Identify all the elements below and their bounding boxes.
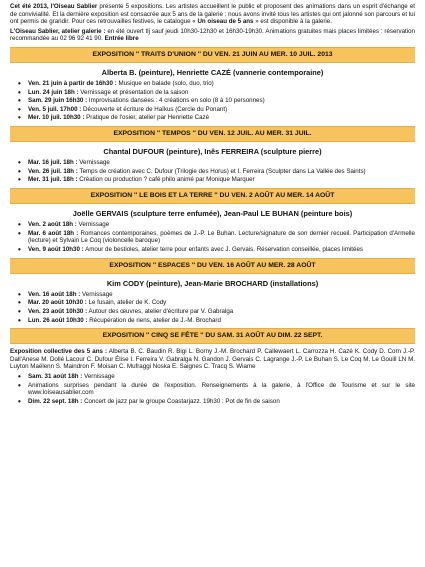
list-item xyxy=(28,97,415,105)
list-item xyxy=(28,398,415,406)
event-text: Improvisations dansées : 4 créations en solo (8 à 10 personnes) xyxy=(87,97,265,105)
event-text: Vernissage xyxy=(76,221,110,229)
event-text: Création ou production ? café philo animé par Monique Marquer xyxy=(77,176,255,184)
collective-artists: Alberta B. C. Baudin R. Bigi L. Borny J.-M. Brochard P. Callewaert L. Carrozza H. Cazé K. Cody D. Corn J.-P. Dall'Anese M. Dollé Lacour C. Dufour Élise I. Ferreira V. Gabralga N. Gandon J. Gervais C. Lagrange J.-P. Le Buhan S. Le Coq M. Le Gouill LN M. Luyton Maëlenn S. Maindron F. Moisan C. Mufraggi Noska E. Saignes C. Tracq S. Wiame xyxy=(10,348,415,371)
event-text: Amour de bestioles, atelier terre pour enfants avec J. Gervais. Réservation conseillée, places limitées xyxy=(83,245,363,253)
event-date: Dim. 22 sept. 18h : xyxy=(28,397,83,405)
exhibition-band-3: EXPOSITION '' LE BOIS ET LA TERRE '' DU VEN. 2 AOÛT AU MER. 14 AOÛT xyxy=(10,188,415,204)
list-item xyxy=(28,317,415,325)
list-item xyxy=(28,159,415,167)
event-text: Vernissage xyxy=(82,373,115,381)
event-date: Ven. 21 juin à partir de 16h30 : xyxy=(28,80,117,88)
event-text: Musique en balade (solo, duo, trio) xyxy=(116,80,214,88)
event-date: Ven. 16 août 18h : xyxy=(28,290,81,298)
list-item xyxy=(28,89,415,97)
event-date: Mer. 10 juil. 10h30 : xyxy=(28,114,85,122)
event-date: Lun. 26 août 10h30 : xyxy=(28,316,88,324)
catalogue-title: Un oiseau de 5 ans xyxy=(197,18,254,26)
list-item xyxy=(28,221,415,229)
list-item xyxy=(28,114,415,122)
artists-4: Kim CODY (peinture), Jean-Marie BROCHARD (installations) xyxy=(106,278,319,288)
exhibition-band-4: EXPOSITION '' ESPACES '' DU VEN. 16 AOÛT AU MER. 28 AOÛT xyxy=(10,258,415,274)
event-text: Autour des œuvres, atelier d'écriture par V. Gabralga xyxy=(87,307,234,315)
event-text: Temps de création avec C. Dufour (Trilogie des Horus) et I. Ferreira (Sculpter dans La Vallée des Saints) xyxy=(77,167,366,175)
artists-3: Joëlle GERVAIS (sculpture terre enfumée), Jean-Paul LE BUHAN (peinture bois) xyxy=(72,209,353,219)
event-list-5 xyxy=(10,373,415,405)
event-text: Le fusain, atelier de K. Cody xyxy=(86,299,167,307)
event-text: Romances contemporaines, poèmes de J.-P. Le Buhan. Lecture/signature de son dernier recueil. Participation d'Armelle (lecture) et Sylvain Le Coq (violoncelle baroque) xyxy=(28,229,415,245)
list-item xyxy=(28,106,415,114)
event-list-1 xyxy=(10,80,415,122)
exhibition-band-2: EXPOSITION '' TEMPOS '' DU VEN. 12 JUIL. AU MER. 31 JUIL. xyxy=(10,126,415,142)
intro-lead: Cet été 2013, l'Oiseau Sablier xyxy=(10,3,98,10)
list-item xyxy=(28,80,415,88)
list-item xyxy=(28,176,415,184)
exhibition-band-1: EXPOSITION '' TRAITS D'UNION '' DU VEN. 21 JUIN AU MER. 10 JUIL. 2013 xyxy=(10,47,415,63)
event-date: Sam. 31 août 18h : xyxy=(28,373,83,381)
artists-2: Chantal DUFOUR (peinture), Inês FERREIRA (sculpture pierre) xyxy=(103,147,322,157)
artists-1: Alberta B. (peinture), Henriette CAZÉ (vannerie contemporaine) xyxy=(101,68,324,78)
event-date: Mar. 6 août 18h : xyxy=(28,229,79,237)
event-text: Vernissage et présentation de la saison xyxy=(78,88,189,96)
event-text: Vernissage xyxy=(80,290,113,298)
event-date: Ven. 9 août 10h30 : xyxy=(28,245,84,253)
collective-exhibition xyxy=(10,348,415,371)
event-date: Ven. 26 juil. 18h : xyxy=(28,167,78,175)
event-date: Sam. 29 juin 16h30 : xyxy=(28,97,88,105)
event-date: Lun. 24 juin 18h : xyxy=(28,88,79,96)
list-item xyxy=(28,291,415,299)
list-item xyxy=(28,299,415,307)
event-text: Découverte et écriture de Haïkus (Cercle du Ponant) xyxy=(81,105,228,113)
event-list-4 xyxy=(10,291,415,324)
list-item xyxy=(28,168,415,176)
gallery-info xyxy=(10,28,415,43)
gallery-label: L'Oiseau Sablier, atelier galerie : xyxy=(10,27,106,35)
intro-paragraph xyxy=(10,3,415,26)
event-date: Mar. 16 juil. 18h : xyxy=(28,159,78,167)
event-date: Ven. 5 juil. 17h00 : xyxy=(28,105,82,113)
event-text: Récupération de riens, atelier de J.-M. Brochard xyxy=(87,316,221,324)
event-date: Ven. 23 août 10h30 : xyxy=(28,307,88,315)
list-item xyxy=(28,246,415,254)
list-item xyxy=(28,373,415,381)
event-date: Mer. 31 juil. 18h : xyxy=(28,176,78,184)
event-list-3 xyxy=(10,221,415,253)
event-text: Concert de jazz par le groupe Coastarjazz. 19h30 : Pot de fin de saison xyxy=(82,397,280,405)
intro-text: présente 5 expositions. Les artistes accueillent le public et proposent des animations dans un esprit d'échange et de convivialité. Et la dernière exposition est consacrée aux 5 ans de la galerie : nous avons invité tous les artistes qui ont jalonné son parcours et lui ont permis de grandir. Pour ces retrouvailles festives, le catalogue « xyxy=(10,3,416,26)
event-date: Ven. 2 août 18h : xyxy=(28,221,77,229)
event-text: Animations surprises pendant la durée de l'exposition. Renseignements à la galerie, à l'Office de Tourisme et sur le site www.loiseausablier.com xyxy=(28,381,415,397)
intro-end: » est disponible à la galerie. xyxy=(253,18,332,26)
list-item xyxy=(28,308,415,316)
gallery-hours: en été ouvert tlj sauf jeudi 10h30-12h30 et 16h30-19h30. Animations gratuites mais places limitées : réservation recommandée au 02 96 92 41 90. xyxy=(10,27,415,43)
list-item xyxy=(28,382,415,397)
exhibition-band-5: EXPOSITION '' CINQ SE FÊTE '' DU SAM. 31 AOÛT AU DIM. 22 SEPT. xyxy=(10,328,415,344)
event-list-2 xyxy=(10,159,415,184)
collective-label: Exposition collective des 5 ans : xyxy=(10,348,108,356)
event-date: Mar. 20 août 10h30 : xyxy=(28,299,87,307)
event-text: Pratique de l'osier, atelier par Henriette Cazé xyxy=(84,114,210,122)
event-text: Vernissage xyxy=(77,159,110,167)
list-item xyxy=(28,230,415,245)
free-entry: Entrée libre xyxy=(102,35,139,43)
